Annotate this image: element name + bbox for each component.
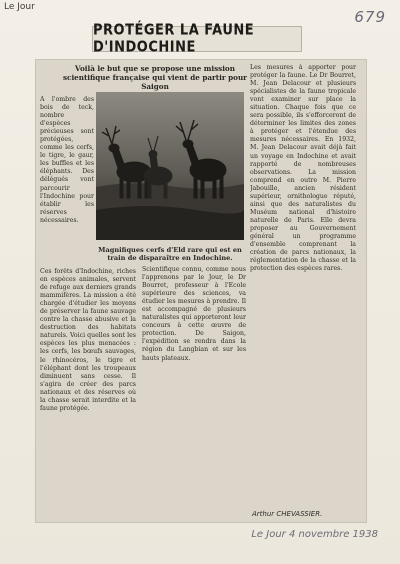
headline-strip bbox=[92, 21, 302, 57]
two-stags-photo bbox=[96, 92, 244, 240]
handwritten-date: Le Jour 4 novembre 1938 bbox=[251, 529, 378, 540]
column-left-bottom: Ces forêts d'Indochine, riches en espèces animales, servent de refuge aux derniers grands mammifères. La mission a été chargée d'étudier les moyens de préserver la faune sauvage contre la chasse abusive et la destruction des habitats naturels. Voici quelles sont les espèces les plus menacées : les cerfs, les bœufs sauvages, le rhinocéros, le tigre et l'éléphant dont les troupeaux diminuent sans cesse. Il s'agira de créer des parcs nationaux et des réserves où la chasse serait interdite et la faune protégée. bbox=[40, 268, 136, 412]
deer-illustration bbox=[96, 92, 244, 240]
column-left-top: A l'ombre des bois de teck, nombre d'espèces précieuses sont protégées, comme les cerfs, le tigre, le gaur, les buffles et les éléphants. Des délégués vont parcourir l'Indochine pour établir les réserves nécessaires. bbox=[40, 96, 94, 224]
photo-caption: Magnifiques cerfs d'Eld rare qui est en train de disparaître en Indochine. bbox=[98, 246, 242, 262]
article-subtitle: Voilà le but que se propose une mission scientifique française qui vient de partir pour Saigon bbox=[63, 64, 247, 91]
page-number: 679 bbox=[354, 8, 386, 26]
article-title: PROTÉGER LA FAUNE D'INDOCHINE bbox=[93, 21, 255, 57]
publication-name: Le Jour bbox=[4, 2, 35, 12]
column-middle: Scientifique connu, comme nous l'apprenons par le Jour, le Dr Bourret, professeur à l'Ecole supérieure des sciences, va étudier les mesures à prendre. Il est accompagné de plusieurs naturalistes qui apporteront leur concours à cette œuvre de protection. De Saigon, l'expédition se rendra dans la région du Langbian et sur les hauts plateaux. bbox=[142, 266, 246, 362]
author-signature: Arthur CHEVASSIER. bbox=[252, 510, 323, 518]
column-right: Les mesures à apporter pour protéger la faune. Le Dr Bourret, M. Jean Delacour et plusieurs spécialistes de la faune tropicale vont examiner sur place la situation. Chaque fois que ce sera possible, ils s'efforceront de déterminer les limites des zones à protéger et l'étendue des mesures nécessaires. En 1932, M. Jean Delacour avait déjà fait un voyage en Indochine et avait rapporté de nombreuses observations. La mission comprend en outre M. Pierre Jabouille, ancien résident supérieur, ornithologue réputé, ainsi que des naturalistes du Muséum national d'histoire naturelle de Paris. Elle devra proposer au Gouvernement général un programme d'ensemble comprenant la création de parcs nationaux, la réglementation de la chasse et la protection des espèces rares. bbox=[250, 64, 356, 273]
